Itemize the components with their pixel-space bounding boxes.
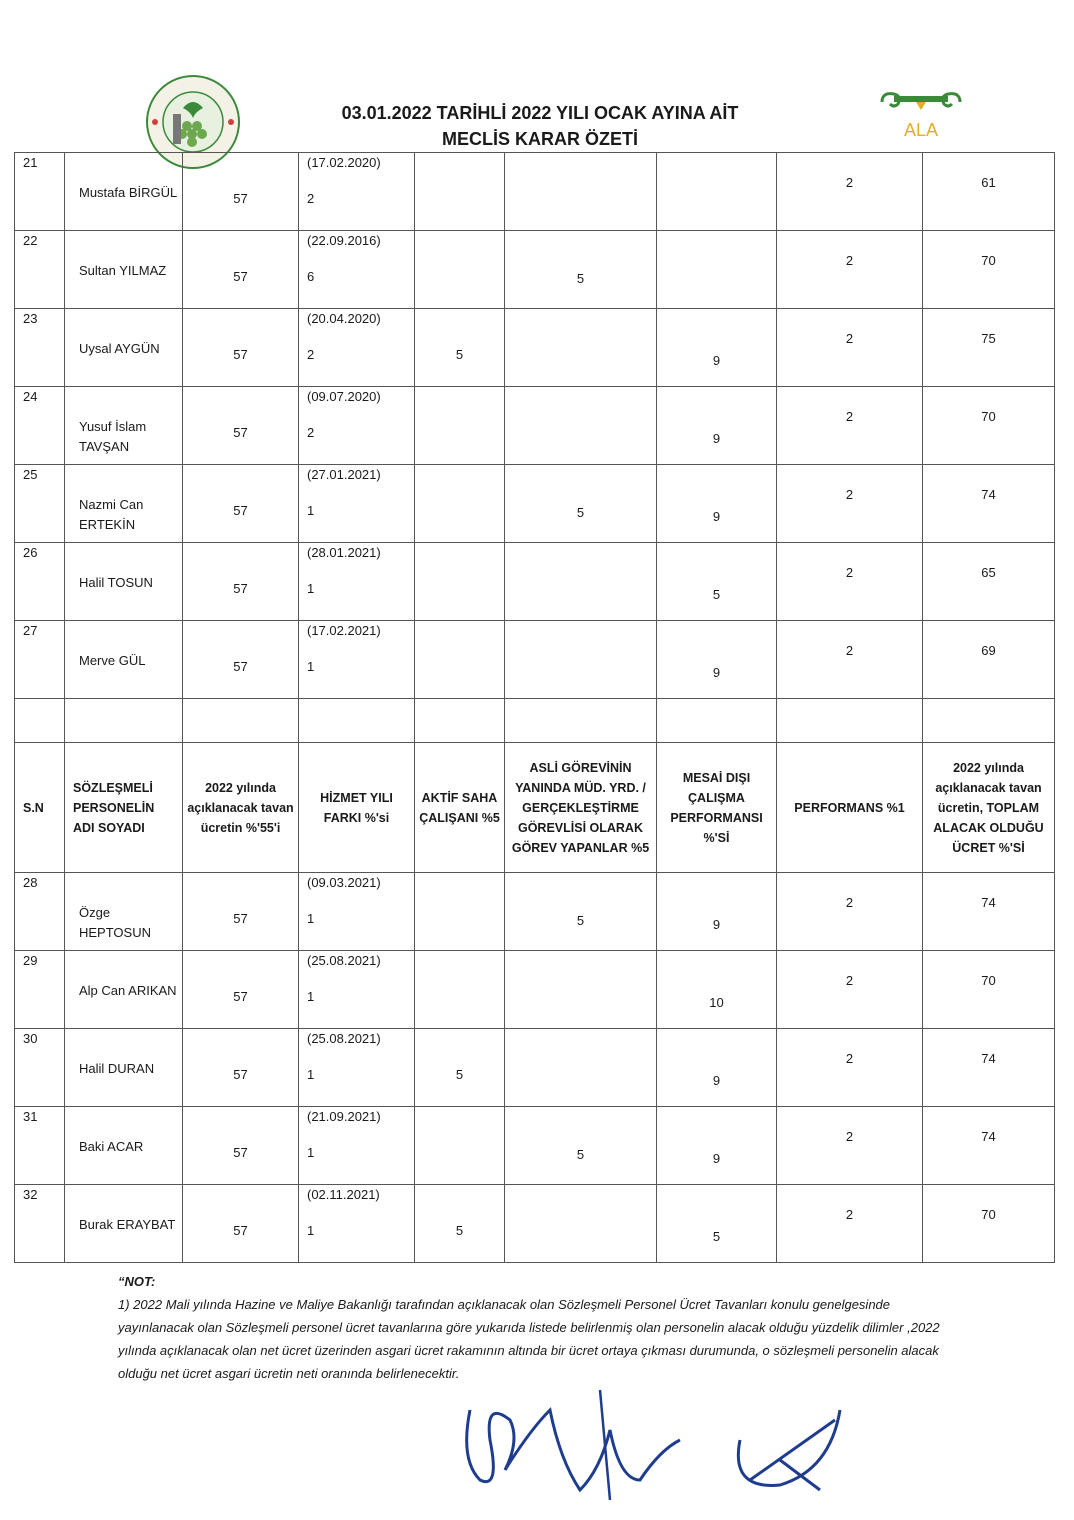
row-sn: 29: [23, 953, 38, 968]
table-row: [15, 465, 1055, 543]
row-total: 74: [981, 895, 996, 910]
row-overtime: 9: [712, 1073, 721, 1088]
table-row: [15, 1107, 1055, 1185]
table-row: [15, 1185, 1055, 1263]
table-row: [15, 873, 1055, 951]
row-performance: 2: [845, 895, 854, 910]
row-base: 57: [233, 503, 248, 518]
row-performance: 2: [845, 643, 854, 658]
row-start-date: (09.03.2021): [307, 875, 381, 890]
row-service: 1: [307, 581, 315, 596]
row-start-date: (09.07.2020): [307, 389, 381, 404]
row-start-date: (25.08.2021): [307, 953, 381, 968]
header-sn: S.N: [15, 743, 65, 873]
row-name: Halil DURAN: [79, 1061, 155, 1076]
row-base: 57: [233, 347, 248, 362]
row-overtime: 5: [712, 587, 721, 602]
signature-1-icon: [450, 1370, 700, 1510]
row-total: 61: [981, 175, 996, 190]
row-performance: 2: [845, 565, 854, 580]
row-start-date: (28.01.2021): [307, 545, 381, 560]
row-overtime: 9: [712, 1151, 721, 1166]
row-name: Sultan YILMAZ: [79, 263, 167, 278]
header-base: 2022 yılında açıklanacak tavan ücretin %'55'i: [183, 743, 299, 873]
row-total: 65: [981, 565, 996, 580]
table-row: [15, 309, 1055, 387]
row-start-date: (27.01.2021): [307, 467, 381, 482]
row-total: 70: [981, 1207, 996, 1222]
row-performance: 2: [845, 331, 854, 346]
row-sn: 24: [23, 389, 38, 404]
svg-text:ALA: ALA: [903, 120, 939, 140]
row-sn: 22: [23, 233, 38, 248]
row-sn: 32: [23, 1187, 38, 1202]
row-start-date: (17.02.2021): [307, 623, 381, 638]
table-header-row: [15, 743, 1055, 873]
table-row: [15, 153, 1055, 231]
row-base: 57: [233, 911, 248, 926]
header-overtime: MESAİ DIŞI ÇALIŞMA PERFORMANSI %'Sİ: [657, 743, 777, 873]
row-sn: 25: [23, 467, 38, 482]
row-service: 2: [307, 191, 315, 206]
row-service: 1: [307, 1067, 315, 1082]
row-start-date: (02.11.2021): [307, 1187, 380, 1202]
row-service: 2: [307, 347, 315, 362]
row-name: Merve GÜL: [79, 653, 146, 668]
header-field: AKTİF SAHA ÇALIŞANI %5: [415, 743, 505, 873]
table-row: [15, 543, 1055, 621]
row-base: 57: [233, 659, 248, 674]
row-sn: 30: [23, 1031, 38, 1046]
row-service: 1: [307, 503, 315, 518]
row-performance: 2: [845, 253, 854, 268]
row-name: Mustafa BİRGÜL: [79, 185, 178, 200]
personnel-table: [14, 152, 1055, 1263]
row-total: 74: [981, 1129, 996, 1144]
row-base: 57: [233, 581, 248, 596]
row-total: 70: [981, 973, 996, 988]
row-total: 69: [981, 643, 996, 658]
table-row: [15, 621, 1055, 699]
row-service: 1: [307, 989, 315, 1004]
row-overtime: 9: [712, 353, 721, 368]
row-field: 5: [455, 347, 464, 362]
row-total: 70: [981, 253, 996, 268]
row-start-date: (21.09.2021): [307, 1109, 381, 1124]
row-performance: 2: [845, 409, 854, 424]
title-line-1: 03.01.2022 TARİHLİ 2022 YILI OCAK AYINA AİT: [341, 103, 739, 123]
header-deputy: ASLİ GÖREVİNİN YANINDA MÜD. YRD. / GERÇEKLEŞTİRME GÖREVLİSİ OLARAK GÖREV YAPANLAR %5: [505, 743, 657, 873]
row-overtime: 9: [712, 665, 721, 680]
header-service: HİZMET YILI FARKI %'si: [299, 743, 415, 873]
row-start-date: (17.02.2020): [307, 155, 381, 170]
table-row: [15, 951, 1055, 1029]
table-row: [15, 387, 1055, 465]
row-base: 57: [233, 1223, 248, 1238]
row-sn: 23: [23, 311, 38, 326]
row-total: 74: [981, 487, 996, 502]
row-overtime: 9: [712, 509, 721, 524]
row-name: Özge HEPTOSUN: [79, 905, 151, 940]
row-name: Nazmi Can ERTEKİN: [79, 497, 144, 532]
row-performance: 2: [845, 1051, 854, 1066]
row-base: 57: [233, 191, 248, 206]
row-name: Uysal AYGÜN: [79, 341, 160, 356]
header-name: SÖZLEŞMELİ PERSONELİN ADI SOYADI: [65, 743, 183, 873]
row-field: 5: [455, 1067, 464, 1082]
row-service: 2: [307, 425, 315, 440]
row-service: 1: [307, 1223, 315, 1238]
row-deputy: 5: [576, 505, 585, 520]
row-overtime: 9: [712, 431, 721, 446]
row-overtime: 9: [712, 917, 721, 932]
header-performance: PERFORMANS %1: [777, 743, 923, 873]
row-sn: 27: [23, 623, 38, 638]
row-name: Baki ACAR: [79, 1139, 144, 1154]
page-header: [0, 0, 1074, 152]
row-base: 57: [233, 269, 248, 284]
ala-logo-icon: [876, 88, 966, 154]
row-base: 57: [233, 1145, 248, 1160]
row-service: 1: [307, 911, 315, 926]
row-overtime: 10: [709, 995, 724, 1010]
row-total: 74: [981, 1051, 996, 1066]
row-sn: 31: [23, 1109, 38, 1124]
note-text: 1) 2022 Mali yılında Hazine ve Maliye Bakanlığı tarafından açıklanacak olan Sözleşmeli Personel Ücret Tavanları konulu genelgesinde yayınlanacak olan Sözleşmeli personel ücret tavanlarına göre yukarıda listede belirlenmiş olan personelin alacak olduğu yüzdelik dilimler ,2022 yılında açıklanacak olan net ücret üzerinden asgari ücret rakamının altında bir ücret ortaya çıkması durumunda, o sözleşmeli personelin alacak olduğu net ücret asgari ücretin neti oranında belirlenecektir.: [118, 1297, 940, 1381]
row-name: Alp Can ARIKAN: [79, 983, 177, 998]
row-performance: 2: [845, 973, 854, 988]
row-performance: 2: [845, 175, 854, 190]
row-deputy: 5: [576, 271, 585, 286]
row-base: 57: [233, 1067, 248, 1082]
row-sn: 28: [23, 875, 38, 890]
header-total: 2022 yılında açıklanacak tavan ücretin, TOPLAM ALACAK OLDUĞU ÜCRET %'Sİ: [923, 743, 1055, 873]
row-sn: 26: [23, 545, 38, 560]
row-total: 70: [981, 409, 996, 424]
blank-row: [15, 699, 1055, 743]
row-field: 5: [455, 1223, 464, 1238]
table-row: [15, 231, 1055, 309]
note-title: “NOT:: [118, 1274, 156, 1289]
signature-2-icon: [720, 1400, 860, 1500]
row-name: Halil TOSUN: [79, 575, 153, 590]
row-performance: 2: [845, 487, 854, 502]
title-line-2: MECLİS KARAR ÖZETİ: [442, 129, 638, 149]
row-deputy: 5: [576, 1147, 585, 1162]
row-overtime: 5: [712, 1229, 721, 1244]
row-performance: 2: [845, 1129, 854, 1144]
row-start-date: (22.09.2016): [307, 233, 381, 248]
footnote: [118, 1270, 948, 1385]
row-service: 6: [307, 269, 315, 284]
page-title: [290, 100, 790, 152]
row-name: Burak ERAYBAT: [79, 1217, 176, 1232]
row-base: 57: [233, 425, 248, 440]
row-start-date: (25.08.2021): [307, 1031, 381, 1046]
row-total: 75: [981, 331, 996, 346]
row-service: 1: [307, 659, 315, 674]
row-name: Yusuf İslam TAVŞAN: [79, 419, 147, 454]
row-base: 57: [233, 989, 248, 1004]
row-performance: 2: [845, 1207, 854, 1222]
row-deputy: 5: [576, 913, 585, 928]
table-row: [15, 1029, 1055, 1107]
row-start-date: (20.04.2020): [307, 311, 381, 326]
row-service: 1: [307, 1145, 315, 1160]
row-sn: 21: [23, 155, 38, 170]
